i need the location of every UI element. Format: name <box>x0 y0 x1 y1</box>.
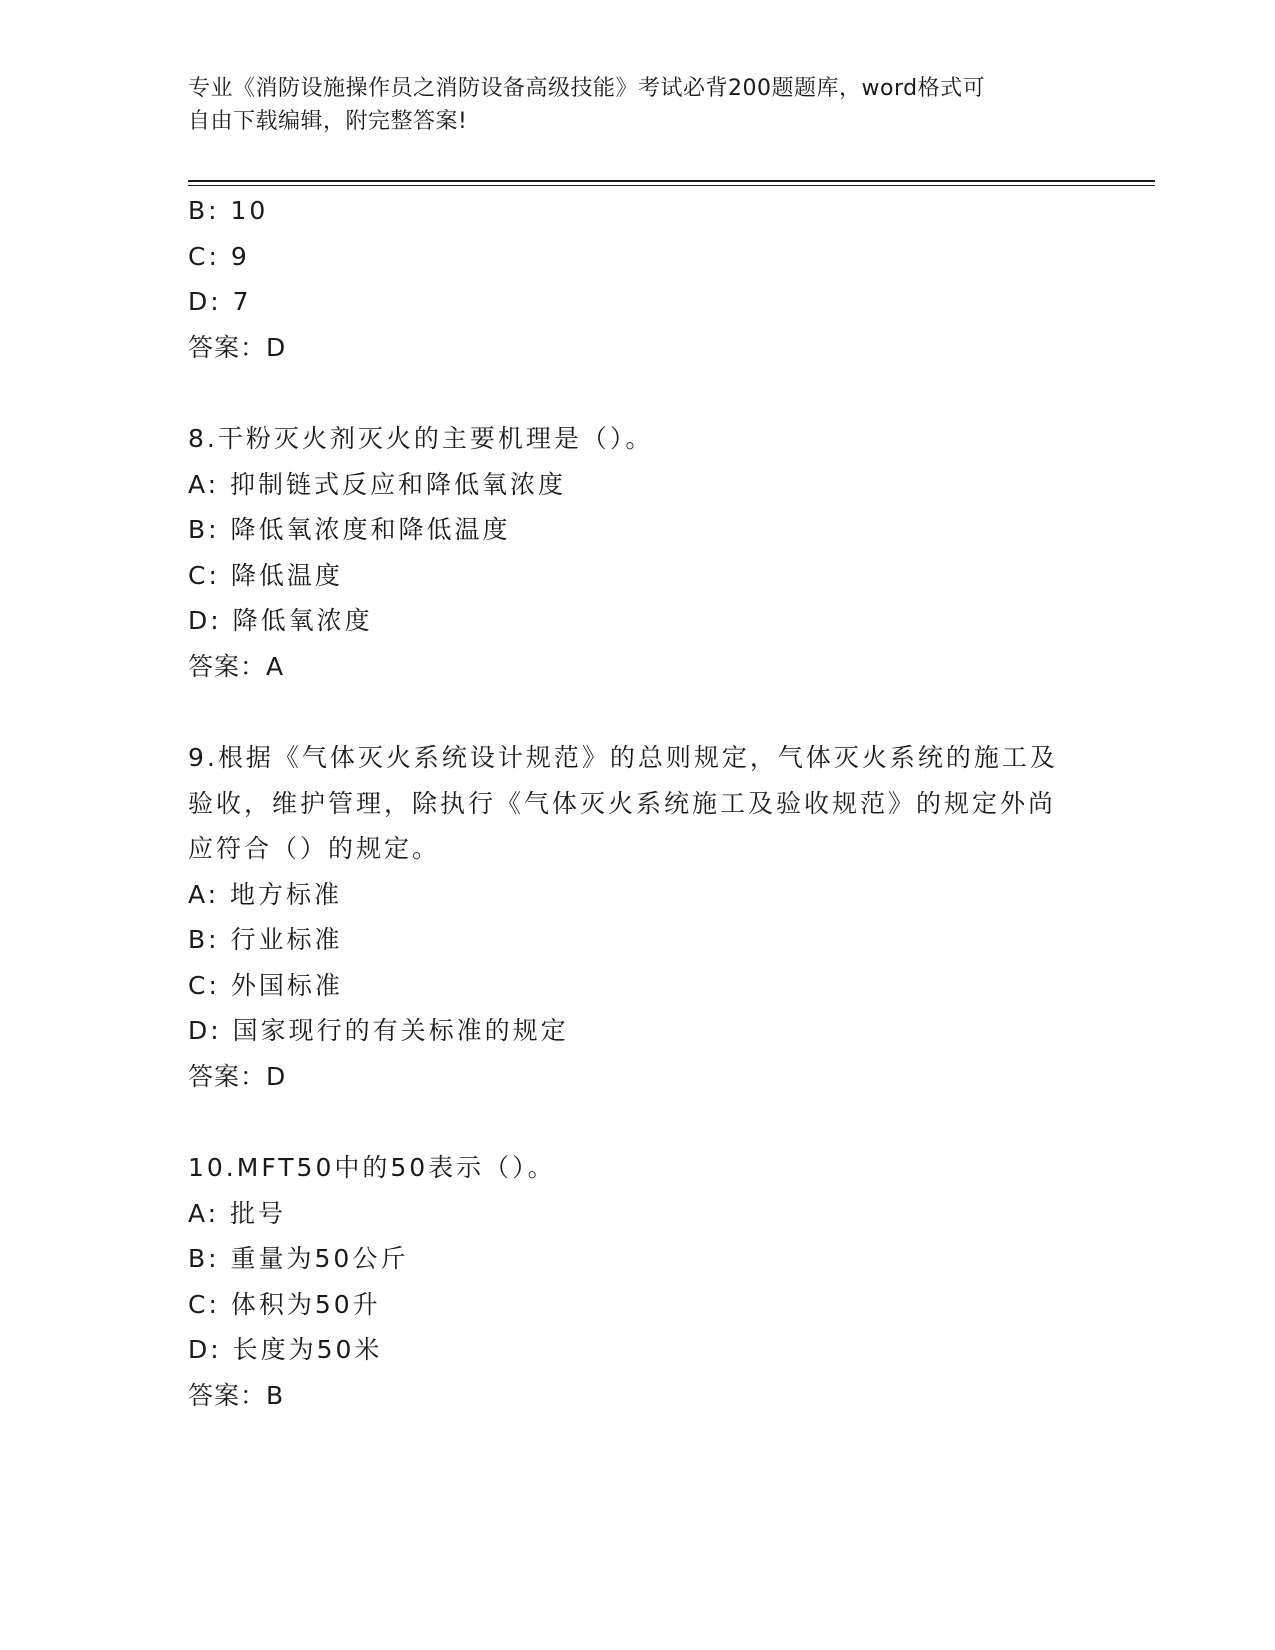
question-9 <box>188 735 1068 1099</box>
option-d: D: 国家现行的有关标准的规定 <box>188 1016 569 1045</box>
question-10 <box>188 1145 1068 1418</box>
header-title-line-2: 自由下载编辑，附完整答案! <box>188 109 468 134</box>
question-stem: 10.MFT50中的50表示（）。 <box>188 1153 556 1182</box>
option-b: B: 10 <box>188 196 269 225</box>
option-a: A: 地方标准 <box>188 879 343 909</box>
header-divider-thin <box>188 185 1155 186</box>
question-fragment-7 <box>188 188 1068 370</box>
header-title-line-1: 专业《消防设施操作员之消防设备高级技能》考试必背200题题库，word格式可 <box>188 76 986 101</box>
option-a: A: 批号 <box>188 1198 287 1228</box>
answer-line: 答案：D <box>188 1061 287 1091</box>
spacer <box>188 370 1068 416</box>
question-stem: 9.根据《气体灭火系统设计规范》的总则规定，气体灭火系统的施工及验收，维护管理，除执行《气体灭火系统施工及验收规范》的规定外尚应符合（）的规定。 <box>188 743 1058 863</box>
option-b: B: 降低氧浓度和降低温度 <box>188 515 511 544</box>
spacer <box>188 1099 1068 1145</box>
answer-line: 答案：D <box>188 332 287 362</box>
question-8 <box>188 416 1068 689</box>
option-b: B: 重量为50公斤 <box>188 1244 409 1273</box>
option-d: D: 降低氧浓度 <box>188 606 373 635</box>
option-d: D: 7 <box>188 287 252 316</box>
header-divider-thick <box>188 180 1155 182</box>
option-c: C: 体积为50升 <box>188 1289 381 1319</box>
spacer <box>188 689 1068 735</box>
answer-line: 答案：B <box>188 1380 285 1410</box>
option-a: A: 抑制链式反应和降低氧浓度 <box>188 469 567 499</box>
option-c: C: 降低温度 <box>188 560 343 590</box>
option-c: C: 9 <box>188 241 250 271</box>
option-b: B: 行业标准 <box>188 925 343 954</box>
question-content <box>188 188 1068 1418</box>
option-c: C: 外国标准 <box>188 970 343 1000</box>
answer-line: 答案：A <box>188 651 285 681</box>
document-header <box>188 72 1088 138</box>
option-d: D: 长度为50米 <box>188 1335 383 1364</box>
question-stem: 8.干粉灭火剂灭火的主要机理是（）。 <box>188 424 654 453</box>
